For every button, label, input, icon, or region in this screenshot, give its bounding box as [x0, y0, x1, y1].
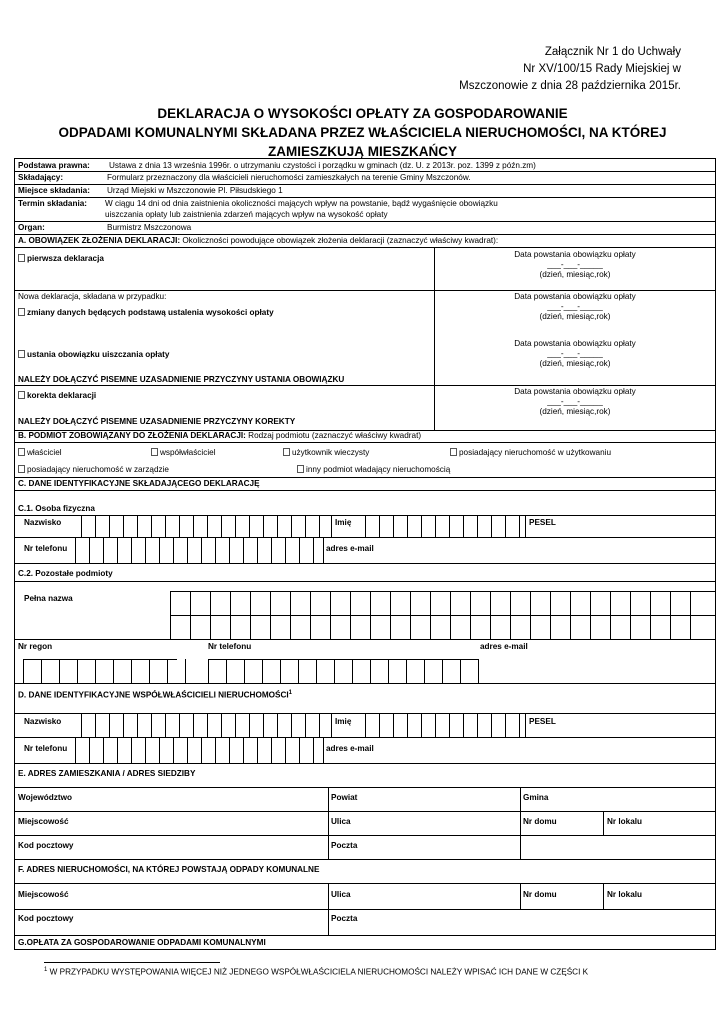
c1-phone-label: Nr telefonu: [24, 544, 68, 553]
f-house-no-label: Nr domu: [523, 890, 557, 899]
c1-pesel-label: PESEL: [529, 518, 556, 527]
expiry-checkbox[interactable]: [18, 350, 25, 358]
organ-value: Burmistrz Mszczonowa: [107, 223, 192, 232]
declaration-form: [14, 158, 716, 950]
attachment-line-1: Załącznik Nr 1 do Uchwały: [544, 46, 681, 58]
d-pesel-label: PESEL: [529, 717, 556, 726]
date-block-1: Data powstania obowiązku opłaty ___-___-_____ (dzień, miesiąc,rok): [435, 250, 715, 280]
c1-header: C.1. Osoba fizyczna: [18, 504, 95, 513]
option-usage[interactable]: posiadający nieruchomość w użytkowaniu: [450, 448, 611, 458]
f-unit-no-label: Nr lokalu: [607, 890, 643, 899]
first-declaration-checkbox[interactable]: [18, 254, 25, 262]
d-email-label: adres e-mail: [326, 744, 374, 753]
expiry-option[interactable]: ustania obowiązku uiszczania opłaty: [18, 350, 169, 360]
co-owner-checkbox[interactable]: [151, 448, 158, 456]
attachment-line-3: Mszczonowie z dnia 28 października 2015r.: [459, 80, 681, 92]
option-co-owner[interactable]: współwłaściciel: [151, 448, 216, 458]
c2-phone-label: Nr telefonu: [208, 642, 252, 651]
section-c-header: C. DANE IDENTYFIKACYJNE SKŁADAJĄCEGO DEKLARACJĘ: [18, 479, 260, 488]
f-town-label: Miejscowość: [18, 890, 69, 899]
filer-label: Składający:: [18, 173, 64, 182]
date-field-1[interactable]: ___-___-_____: [547, 260, 603, 269]
document-title: [0, 104, 725, 161]
deadline-value-1: W ciągu 14 dni od dnia zaistnienia okoliczności mających wpływ na powstanie, bądź wygaśnięcie obowiązku: [105, 199, 498, 208]
correction-checkbox[interactable]: [18, 391, 25, 399]
date-block-2: Data powstania obowiązku opłaty ___-___-_____ (dzień, miesiąc,rok): [435, 292, 715, 322]
place-label: Miejsce składania:: [18, 186, 90, 195]
f-post-office-label: Poczta: [331, 914, 358, 923]
date-block-4: Data powstania obowiązku opłaty ___-___-_____ (dzień, miesiąc,rok): [435, 387, 715, 417]
e-county-label: Powiat: [331, 793, 358, 802]
basis-label: Podstawa prawna:: [18, 161, 90, 170]
section-d-header: D. DANE IDENTYFIKACYJNE WSPÓŁWŁAŚCICIELI NIERUCHOMOŚCI$^1$: [18, 690, 292, 700]
option-management[interactable]: posiadający nieruchomość w zarządzie: [18, 465, 169, 475]
e-town-label: Miejscowość: [18, 817, 69, 826]
e-unit-no-label: Nr lokalu: [607, 817, 643, 826]
e-street-label: Ulica: [331, 817, 351, 826]
organ-label: Organ:: [18, 223, 45, 232]
e-commune-label: Gmina: [523, 793, 549, 802]
new-declaration-intro: Nowa deklaracja, składana w przypadku:: [18, 292, 167, 301]
section-g-header: G.OPŁATA ZA GOSPODAROWANIE ODPADAMI KOMUNALNYMI: [18, 938, 266, 947]
management-checkbox[interactable]: [18, 465, 25, 473]
date-field-4[interactable]: ___-___-_____: [547, 397, 603, 406]
option-owner[interactable]: właściciel: [18, 448, 62, 458]
c1-email-label: adres e-mail: [326, 544, 374, 553]
e-voivodeship-label: Województwo: [18, 793, 72, 802]
c1-surname-label: Nazwisko: [24, 518, 62, 527]
c2-email-label: adres e-mail: [480, 642, 528, 651]
section-b-header: B. PODMIOT ZOBOWIĄZANY DO ZŁOŻENIA DEKLARACJI: Rodzaj podmiotu (zaznaczyć właściwy kwadrat): [18, 431, 422, 440]
deadline-value-2: uiszczania opłaty lub zaistnienia zdarzeń mających wpływ na wysokość opłaty: [105, 210, 388, 219]
footnote: $^1$ W PRZYPADKU WYSTĘPOWANIA WIĘCEJ NIŻ JEDNEGO WSPÓŁWŁAŚCICIELA NIERUCHOMOŚCI NALEŻY WPISAĆ ICH DANE W CZĘŚCI K: [44, 967, 589, 977]
section-f-header: F. ADRES NIERUCHOMOŚCI, NA KTÓREJ POWSTAJĄ ODPADY KOMUNALNE: [18, 865, 320, 874]
c2-full-name-label: Pełna nazwa: [24, 594, 73, 603]
title-line-3: ZAMIESZKUJĄ MIESZKAŃCY: [267, 144, 457, 159]
f-street-label: Ulica: [331, 890, 351, 899]
d-surname-label: Nazwisko: [24, 717, 62, 726]
section-a-header: A. OBOWIĄZEK ZŁOŻENIA DEKLARACJI: Okoliczności powodujące obowiązek złożenia deklaracji (zaznaczyć właściwy kwadrat):: [18, 236, 499, 245]
owner-checkbox[interactable]: [18, 448, 25, 456]
f-postal-label: Kod pocztowy: [18, 914, 74, 923]
correction-option[interactable]: korekta deklaracji: [18, 391, 96, 401]
title-line-1: DEKLARACJA O WYSOKOŚCI OPŁATY ZA GOSPODAROWANIE: [157, 106, 568, 121]
attachment-header: [459, 44, 681, 95]
perpetual-user-checkbox[interactable]: [283, 448, 290, 456]
date-block-3: Data powstania obowiązku opłaty ___-___-_____ (dzień, miesiąc,rok): [435, 339, 715, 369]
e-house-no-label: Nr domu: [523, 817, 557, 826]
d-phone-label: Nr telefonu: [24, 744, 68, 753]
change-option[interactable]: zmiany danych będących podstawą ustalenia wysokości opłaty: [18, 308, 274, 318]
c2-header: C.2. Pozostałe podmioty: [18, 569, 113, 578]
title-line-2: ODPADAMI KOMUNALNYMI SKŁADANA PRZEZ WŁAŚCICIELA NIERUCHOMOŚCI, NA KTÓREJ: [58, 125, 667, 140]
date-field-3[interactable]: ___-___-_____: [547, 349, 603, 358]
footnote-rule: [44, 962, 220, 963]
section-e-header: E. ADRES ZAMIESZKANIA / ADRES SIEDZIBY: [18, 769, 196, 778]
option-perpetual-user[interactable]: użytkownik wieczysty: [283, 448, 369, 458]
option-other[interactable]: inny podmiot władający nieruchomością: [297, 465, 450, 475]
expiry-note: NALEŻY DOŁĄCZYĆ PISEMNE UZASADNIENIE PRZYCZYNY USTANIA OBOWIĄZKU: [18, 375, 345, 384]
correction-note: NALEŻY DOŁĄCZYĆ PISEMNE UZASADNIENIE PRZYCZYNY KOREKTY: [18, 417, 296, 426]
e-postal-label: Kod pocztowy: [18, 841, 74, 850]
c1-name-label: Imię: [335, 518, 352, 527]
first-declaration-option[interactable]: pierwsza deklaracja: [18, 254, 104, 264]
place-value: Urząd Miejski w Mszczonowie Pl. Piłsudskiego 1: [107, 186, 283, 195]
d-name-label: Imię: [335, 717, 352, 726]
attachment-line-2: Nr XV/100/15 Rady Miejskiej w: [523, 63, 681, 75]
date-field-2[interactable]: ___-___-_____: [547, 302, 603, 311]
change-checkbox[interactable]: [18, 308, 25, 316]
c2-regon-label: Nr regon: [18, 642, 53, 651]
other-checkbox[interactable]: [297, 465, 304, 473]
basis-value: Ustawa z dnia 13 września 1996r. o utrzymaniu czystości i porządku w gminach (dz. U. z 2013r. poz. 1399 z późn.zm): [109, 161, 536, 170]
deadline-label: Termin składania:: [18, 199, 88, 208]
e-post-office-label: Poczta: [331, 841, 358, 850]
filer-value: Formularz przeznaczony dla właścicieli nieruchomości zamieszkałych na terenie Gminy Mszczonów.: [107, 173, 471, 182]
usage-checkbox[interactable]: [450, 448, 457, 456]
